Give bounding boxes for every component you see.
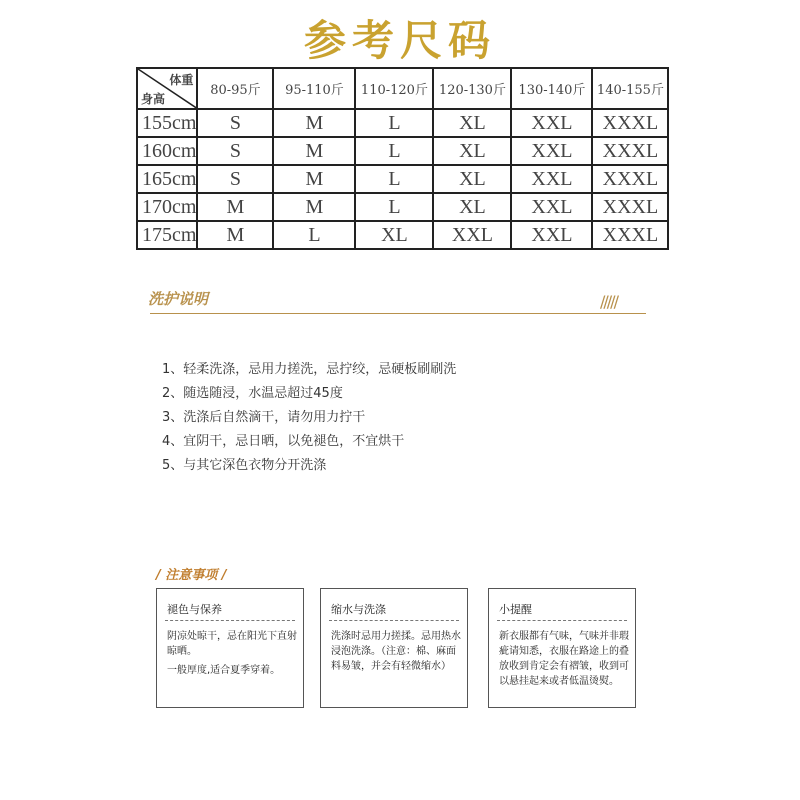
table-corner-cell bbox=[137, 68, 197, 109]
size-cell: XXXL bbox=[592, 165, 668, 193]
size-chart-table bbox=[136, 67, 669, 250]
card-title: 缩水与洗涤 bbox=[331, 603, 386, 616]
list-item: 4、宜阴干，忌日晒，以免褪色，不宜烘干 bbox=[162, 434, 405, 449]
size-cell: XXL bbox=[511, 193, 592, 221]
size-cell: S bbox=[197, 137, 273, 165]
card-body bbox=[499, 629, 629, 693]
size-cell: M bbox=[273, 193, 355, 221]
size-cell: L bbox=[355, 109, 433, 137]
notice-section-title: / 注意事项 / bbox=[156, 568, 227, 583]
size-cell: M bbox=[197, 193, 273, 221]
size-cell: XL bbox=[433, 193, 511, 221]
size-cell: M bbox=[197, 221, 273, 249]
list-item: 2、随选随浸，水温忌超过45度 bbox=[162, 386, 343, 401]
notice-card-fading bbox=[156, 588, 304, 708]
table-row bbox=[137, 193, 668, 221]
section-divider bbox=[150, 313, 646, 314]
card-paragraph: 一般厚度,适合夏季穿着。 bbox=[167, 665, 281, 676]
list-item: 1、轻柔洗涤，忌用力搓洗，忌拧绞，忌硬板刷刷洗 bbox=[162, 362, 457, 377]
dashed-divider bbox=[165, 620, 295, 621]
card-title: 小提醒 bbox=[499, 603, 532, 616]
size-cell: XL bbox=[433, 137, 511, 165]
card-body bbox=[167, 629, 297, 682]
table-row bbox=[137, 137, 668, 165]
decorative-slashes: ///// bbox=[600, 292, 617, 311]
size-cell: XL bbox=[433, 165, 511, 193]
height-cell: 160cm bbox=[137, 137, 197, 165]
notice-card-reminder bbox=[488, 588, 636, 708]
size-cell: M bbox=[273, 109, 355, 137]
card-title: 褪色与保养 bbox=[167, 603, 222, 616]
weight-header: 110-120斤 bbox=[355, 68, 433, 109]
weight-header: 120-130斤 bbox=[433, 68, 511, 109]
card-paragraph: 新衣服都有气味，气味并非瑕疵请知悉，衣服在路途上的叠放收到肯定会有褶皱，收到可以悬挂起来或者低温烫熨。 bbox=[499, 631, 629, 687]
table-header-row bbox=[137, 68, 668, 109]
list-item: 3、洗涤后自然滴干，请勿用力拧干 bbox=[162, 410, 366, 425]
dashed-divider bbox=[497, 620, 627, 621]
table-row bbox=[137, 109, 668, 137]
size-cell: XXL bbox=[511, 221, 592, 249]
table-row bbox=[137, 165, 668, 193]
height-cell: 155cm bbox=[137, 109, 197, 137]
size-cell: XXXL bbox=[592, 137, 668, 165]
table-row bbox=[137, 221, 668, 249]
size-cell: XXXL bbox=[592, 109, 668, 137]
size-cell: L bbox=[355, 137, 433, 165]
size-cell: XL bbox=[433, 109, 511, 137]
size-cell: XXL bbox=[511, 109, 592, 137]
care-section-title: 洗护说明 bbox=[148, 290, 209, 308]
notice-card-shrinkage bbox=[320, 588, 468, 708]
size-cell: XXL bbox=[511, 137, 592, 165]
weight-header: 95-110斤 bbox=[273, 68, 355, 109]
height-cell: 170cm bbox=[137, 193, 197, 221]
size-cell: S bbox=[197, 165, 273, 193]
size-cell: XXL bbox=[433, 221, 511, 249]
size-cell: L bbox=[355, 193, 433, 221]
size-cell: L bbox=[273, 221, 355, 249]
card-paragraph: 洗涤时忌用力搓揉。忌用热水浸泡洗涤。（注意：棉、麻面料易皱，并会有轻微缩水） bbox=[331, 631, 461, 672]
size-cell: S bbox=[197, 109, 273, 137]
weight-header: 130-140斤 bbox=[511, 68, 592, 109]
size-cell: M bbox=[273, 137, 355, 165]
size-cell: L bbox=[355, 165, 433, 193]
size-cell: XXXL bbox=[592, 221, 668, 249]
dashed-divider bbox=[329, 620, 459, 621]
height-cell: 165cm bbox=[137, 165, 197, 193]
page-title: 参考尺码 bbox=[303, 16, 496, 65]
care-instructions-list bbox=[162, 358, 456, 478]
weight-label: 体重 bbox=[169, 73, 194, 87]
weight-header: 80-95斤 bbox=[197, 68, 273, 109]
size-cell: XXL bbox=[511, 165, 592, 193]
height-cell: 175cm bbox=[137, 221, 197, 249]
size-cell: XXXL bbox=[592, 193, 668, 221]
card-paragraph: 阴凉处晾干，忌在阳光下直射晾晒。 bbox=[167, 631, 297, 657]
weight-header: 140-155斤 bbox=[592, 68, 668, 109]
height-label: 身高 bbox=[141, 92, 166, 106]
size-cell: XL bbox=[355, 221, 433, 249]
list-item: 5、与其它深色衣物分开洗涤 bbox=[162, 458, 327, 473]
size-cell: M bbox=[273, 165, 355, 193]
card-body bbox=[331, 629, 461, 678]
